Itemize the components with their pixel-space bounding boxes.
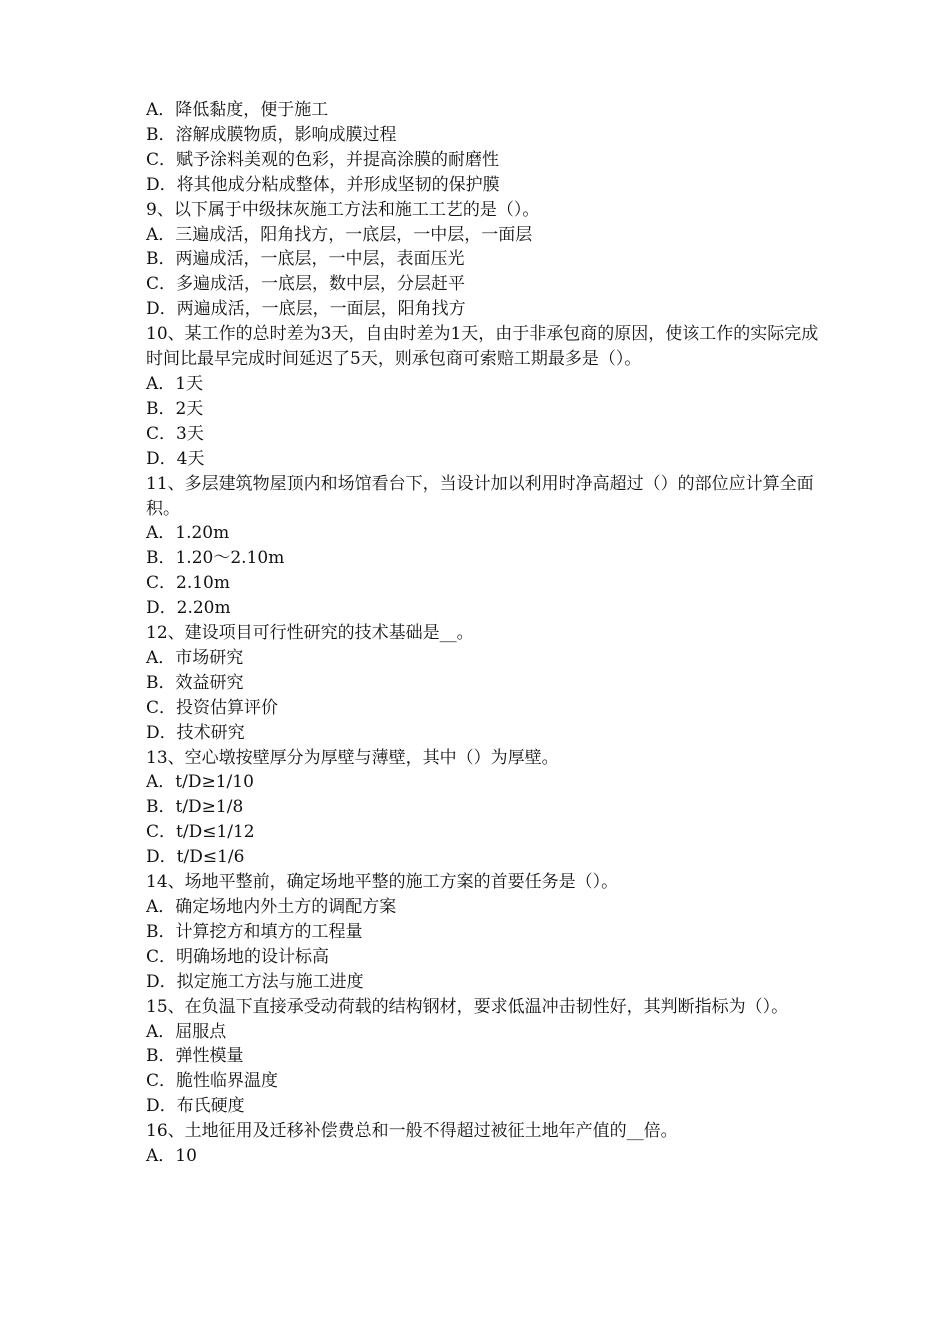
question-8-options [146,98,822,198]
option-8-c: C．赋予涂料美观的色彩，并提高涂膜的耐磨性 [146,149,500,170]
option-13-a: A．t/D≥1/10 [146,772,254,793]
option-15-d: D．布氏硬度 [146,1096,245,1117]
question-15-text: 15、在负温下直接承受动荷载的结构钢材，要求低温冲击韧性好，其判断指标为（）。 [146,996,789,1017]
question-16 [146,1119,822,1169]
document-page [146,98,822,1169]
option-11-a: A．1.20m [146,523,230,544]
option-10-c: C．3天 [146,423,204,444]
option-11-d: D．2.20m [146,598,231,619]
question-10 [146,322,822,471]
option-13-b: B．t/D≥1/8 [146,797,244,818]
option-12-b: B．效益研究 [146,672,244,693]
question-9-text: 9、以下属于中级抹灰施工方法和施工工艺的是（）。 [146,199,540,220]
option-8-b: B．溶解成膜物质，影响成膜过程 [146,124,397,145]
question-10-text: 10、某工作的总时差为3天，自由时差为1天，由于非承包商的原因，使该工作的实际完成时间比最早完成时间延迟了5天，则承包商可索赔工期最多是（）。 [146,324,819,370]
option-10-d: D．4天 [146,448,205,469]
option-12-d: D．技术研究 [146,722,245,743]
question-12 [146,621,822,746]
option-12-c: C．投资估算评价 [146,697,279,718]
question-14 [146,870,822,995]
option-14-b: B．计算挖方和填方的工程量 [146,921,363,942]
option-8-a: A．降低黏度，便于施工 [146,100,329,120]
option-9-d: D．两遍成活，一底层，一面层，阳角找方 [146,299,466,320]
option-16-a: A．10 [146,1146,197,1167]
option-14-c: C．明确场地的设计标高 [146,946,330,967]
option-13-d: D．t/D≤1/6 [146,847,245,868]
option-11-b: B．1.20～2.10m [146,548,285,569]
option-9-b: B．两遍成活，一底层，一中层，表面压光 [146,249,465,270]
question-16-text: 16、土地征用及迁移补偿费总和一般不得超过被征土地年产值的__倍。 [146,1121,678,1142]
option-14-d: D．拟定施工方法与施工进度 [146,971,364,992]
option-15-a: A．屈服点 [146,1021,227,1042]
option-10-b: B．2天 [146,398,204,419]
question-13-text: 13、空心墩按壁厚分为厚壁与薄壁，其中（）为厚壁。 [146,747,559,768]
question-11 [146,472,822,621]
option-8-d: D．将其他成分粘成整体，并形成坚韧的保护膜 [146,174,500,195]
question-12-text: 12、建设项目可行性研究的技术基础是__。 [146,623,474,644]
option-13-c: C．t/D≤1/12 [146,822,255,843]
option-10-a: A．1天 [146,373,204,394]
option-15-c: C．脆性临界温度 [146,1071,279,1092]
question-11-text: 11、多层建筑物屋顶内和场馆看台下，当设计加以利用时净高超过（）的部位应计算全面积。 [146,473,814,519]
option-9-c: C．多遍成活，一底层，数中层，分层赶平 [146,274,466,295]
option-11-c: C．2.10m [146,573,230,594]
option-15-b: B．弹性模量 [146,1046,244,1067]
option-12-a: A．市场研究 [146,647,244,668]
question-15 [146,995,822,1120]
option-14-a: A．确定场地内外土方的调配方案 [146,897,397,917]
question-14-text: 14、场地平整前，确定场地平整的施工方案的首要任务是（）。 [146,872,619,893]
option-9-a: A．三遍成活，阳角找方，一底层，一中层，一面层 [146,224,533,245]
question-13 [146,746,822,871]
question-9 [146,198,822,323]
